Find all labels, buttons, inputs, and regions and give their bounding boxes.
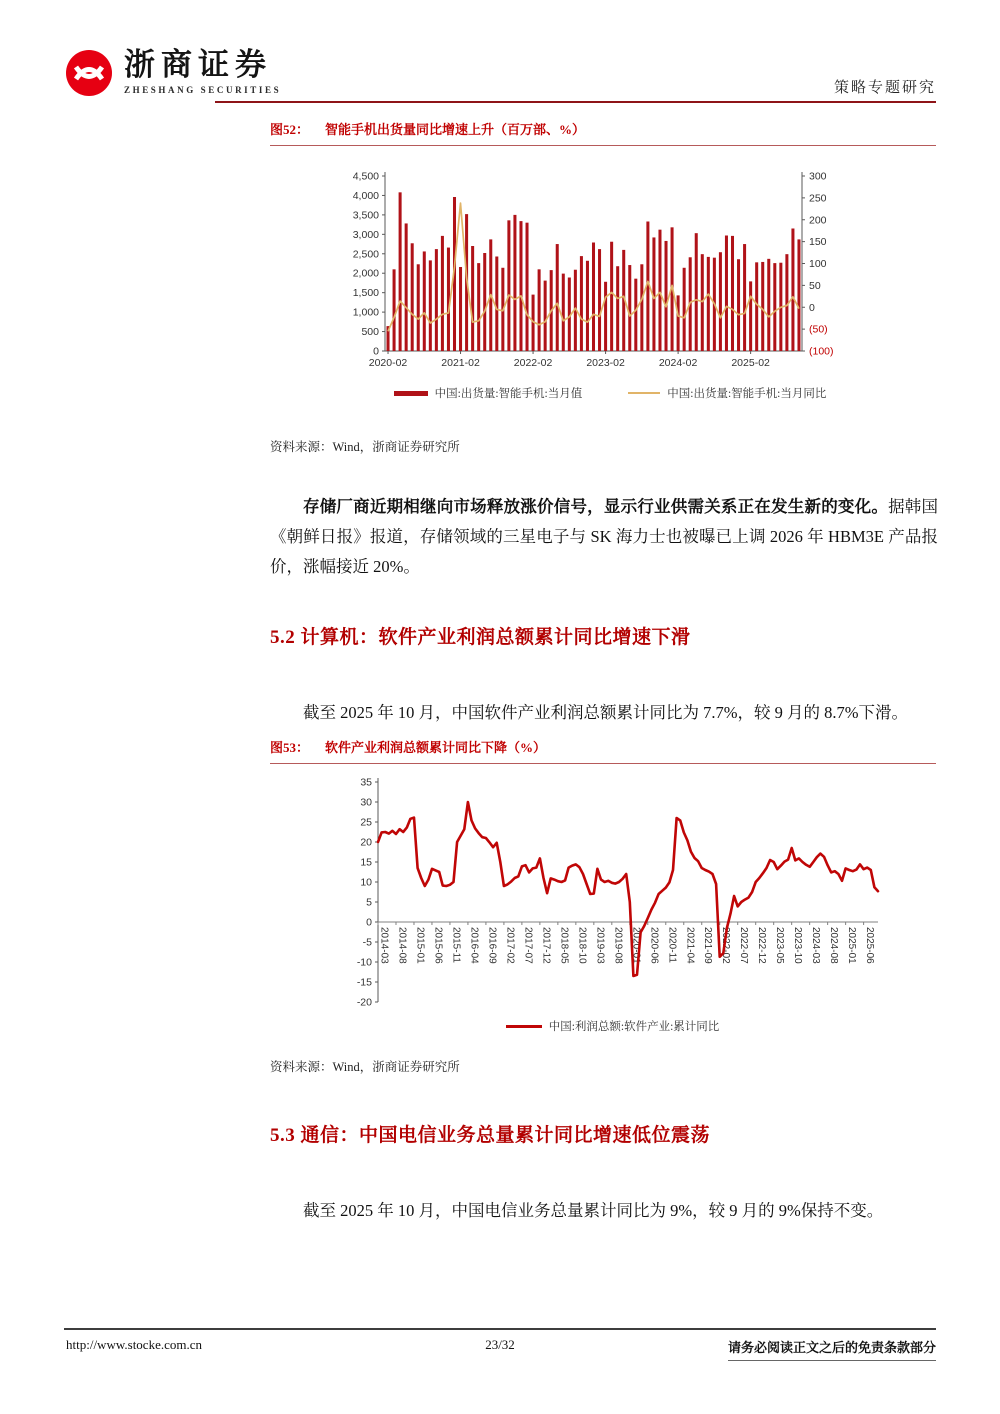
bar bbox=[471, 246, 474, 351]
x-axis-label: 2015-06 bbox=[432, 927, 444, 964]
bar bbox=[429, 260, 432, 351]
x-axis-label: 2019-08 bbox=[612, 927, 624, 964]
x-axis-label: 2015-11 bbox=[450, 927, 462, 963]
x-axis-label: 2018-10 bbox=[576, 927, 588, 964]
bar bbox=[544, 281, 547, 351]
x-axis-label: 2024-02 bbox=[658, 357, 698, 369]
x-axis-label: 2023-02 bbox=[586, 357, 625, 369]
right-axis-label: (100) bbox=[809, 345, 834, 358]
bar bbox=[586, 261, 589, 351]
right-axis-label: (50) bbox=[809, 323, 828, 336]
y-axis-label: 20 bbox=[360, 836, 372, 849]
bar bbox=[737, 259, 740, 351]
figure53-legend bbox=[330, 1018, 895, 1034]
left-axis-label: 0 bbox=[373, 345, 379, 358]
bar bbox=[761, 262, 764, 351]
paragraph-storage-lead: 存储厂商近期相继向市场释放涨价信号，显示行业供需关系正在发生新的变化。 bbox=[303, 497, 889, 516]
legend-label: 中国:出货量:智能手机:当月值 bbox=[434, 388, 583, 400]
x-axis-label: 2025-06 bbox=[864, 927, 876, 964]
left-axis-label: 500 bbox=[361, 326, 379, 339]
figure52-label: 图52： bbox=[270, 122, 310, 137]
figure52-legend bbox=[340, 385, 880, 401]
bar bbox=[767, 259, 770, 351]
bar bbox=[393, 269, 396, 351]
x-axis-label: 2017-07 bbox=[522, 927, 534, 964]
legend-item-profit-yoy bbox=[506, 1018, 720, 1034]
bar bbox=[507, 220, 510, 351]
report-type-label: 策略专题研究 bbox=[833, 80, 936, 96]
right-axis-label: 0 bbox=[809, 301, 815, 314]
right-axis-label: 100 bbox=[809, 258, 827, 270]
figure52-source: 资料来源：Wind，浙商证券研究所 bbox=[270, 440, 460, 454]
y-axis-label: -20 bbox=[356, 996, 372, 1009]
right-axis-label: 200 bbox=[809, 214, 827, 227]
legend-item-shipments bbox=[394, 385, 583, 401]
left-axis-label: 1,500 bbox=[352, 287, 379, 300]
x-axis-label: 2023-05 bbox=[774, 927, 786, 964]
line-series-swatch bbox=[506, 1025, 542, 1028]
bar bbox=[556, 244, 559, 351]
logo-en: ZHESHANG SECURITIES bbox=[124, 85, 282, 95]
x-axis-label: 2025-01 bbox=[846, 927, 858, 964]
zheshang-logo bbox=[64, 48, 281, 98]
y-axis-label: 5 bbox=[366, 896, 372, 909]
bar bbox=[683, 268, 686, 351]
bar bbox=[417, 264, 420, 351]
x-axis-label: 2022-02 bbox=[720, 927, 732, 964]
bar bbox=[791, 229, 794, 352]
bar bbox=[731, 236, 734, 351]
footer-url: http://www.stocke.com.cn bbox=[66, 1337, 202, 1352]
y-axis-label: 10 bbox=[360, 876, 372, 889]
bar bbox=[719, 252, 722, 351]
bar bbox=[580, 256, 583, 351]
paragraph-storage bbox=[270, 492, 938, 582]
bar bbox=[441, 236, 444, 351]
x-axis-label: 2020-01 bbox=[630, 927, 642, 964]
y-axis-label: 15 bbox=[360, 856, 372, 869]
bar bbox=[665, 241, 668, 351]
page-number: 23/32 bbox=[485, 1337, 515, 1352]
x-axis-label: 2021-04 bbox=[684, 927, 696, 964]
legend-item-yoy bbox=[628, 385, 826, 401]
bar bbox=[399, 192, 402, 351]
legend-label: 中国:出货量:智能手机:当月同比 bbox=[667, 388, 827, 400]
y-axis-label: 25 bbox=[360, 816, 372, 829]
left-axis-label: 4,500 bbox=[352, 170, 379, 183]
x-axis-label: 2020-02 bbox=[368, 357, 408, 369]
x-axis-label: 2016-04 bbox=[468, 927, 480, 964]
footer-divider bbox=[64, 1328, 936, 1330]
x-axis-label: 2024-08 bbox=[828, 927, 840, 964]
bar bbox=[477, 263, 480, 351]
section-5-2-heading: 5.2 计算机：软件产业利润总额累计同比增速下滑 bbox=[270, 627, 691, 648]
x-axis-label: 2024-03 bbox=[810, 927, 822, 964]
bar bbox=[459, 267, 462, 351]
bar bbox=[658, 230, 661, 351]
figure52-chart bbox=[340, 158, 880, 408]
bar bbox=[592, 243, 595, 352]
figure52-caption bbox=[270, 119, 936, 146]
x-axis-label: 2020-06 bbox=[648, 927, 660, 964]
bar bbox=[701, 254, 704, 351]
bar bbox=[743, 244, 746, 351]
x-axis-label: 2017-12 bbox=[540, 927, 552, 964]
x-axis-label: 2018-05 bbox=[558, 927, 570, 964]
bar bbox=[495, 257, 498, 352]
right-axis-label: 50 bbox=[809, 279, 821, 292]
bar bbox=[411, 243, 414, 351]
bar bbox=[526, 223, 529, 351]
section-5-3-heading: 5.3 通信：中国电信业务总量累计同比增速低位震荡 bbox=[270, 1125, 711, 1146]
bar bbox=[435, 249, 438, 351]
header-divider bbox=[215, 101, 936, 103]
x-axis-label: 2020-11 bbox=[666, 927, 678, 963]
legend-label: 中国:利润总额:软件产业:累计同比 bbox=[548, 1021, 720, 1033]
bar bbox=[755, 262, 758, 351]
line-series-swatch bbox=[628, 392, 660, 394]
left-axis-label: 1,000 bbox=[352, 306, 379, 319]
y-axis-label: 30 bbox=[360, 796, 372, 809]
bar bbox=[677, 295, 680, 351]
bar bbox=[483, 253, 486, 351]
bar bbox=[616, 266, 619, 351]
bar bbox=[598, 249, 601, 351]
figure53-caption bbox=[270, 737, 936, 764]
x-axis-label: 2014-08 bbox=[396, 927, 408, 964]
x-axis-label: 2023-10 bbox=[792, 927, 804, 964]
figure52-title: 智能手机出货量同比增速上升（百万部、%） bbox=[325, 122, 586, 137]
x-axis-label: 2019-03 bbox=[594, 927, 606, 964]
paragraph-software: 截至 2025 年 10 月，中国软件产业利润总额累计同比为 7.7%，较 9 月的 8.7%下滑。 bbox=[303, 703, 908, 722]
logo-text bbox=[124, 48, 281, 95]
bar bbox=[513, 215, 516, 351]
bar-series-swatch bbox=[394, 391, 428, 396]
x-axis-label: 2017-02 bbox=[504, 927, 516, 964]
right-axis-label: 300 bbox=[809, 170, 827, 183]
x-axis-label: 2022-02 bbox=[513, 357, 553, 369]
right-axis-label: 150 bbox=[809, 236, 827, 249]
figure53-label: 图53： bbox=[270, 740, 310, 755]
x-axis-label: 2016-09 bbox=[486, 927, 498, 964]
x-axis-label: 2014-03 bbox=[378, 927, 390, 964]
bar bbox=[628, 265, 631, 351]
logo-cn: 浙商证券 bbox=[124, 47, 272, 82]
bar bbox=[610, 242, 613, 351]
y-axis-label: 0 bbox=[366, 916, 372, 929]
x-axis-label: 2015-01 bbox=[414, 927, 426, 964]
bar bbox=[634, 279, 637, 351]
y-axis-label: -5 bbox=[362, 936, 372, 949]
bar bbox=[725, 236, 728, 352]
right-axis-label: 250 bbox=[809, 192, 827, 205]
bar bbox=[405, 223, 408, 351]
bar bbox=[640, 264, 643, 351]
y-axis-label: -10 bbox=[356, 956, 372, 969]
left-axis-label: 4,000 bbox=[352, 189, 379, 202]
bar bbox=[562, 274, 565, 351]
y-axis-label: 35 bbox=[360, 776, 372, 789]
figure53-source: 资料来源：Wind，浙商证券研究所 bbox=[270, 1060, 460, 1074]
left-axis-label: 3,500 bbox=[352, 209, 379, 222]
zheshang-logo-icon bbox=[64, 48, 114, 98]
bar bbox=[695, 233, 698, 351]
x-axis-label: 2021-09 bbox=[702, 927, 714, 964]
left-axis-label: 2,500 bbox=[352, 248, 379, 261]
paragraph-storage-rest: 据韩国《朝鲜日报》报道，存储领域的三星电子与 SK 海力士也被曝已上调 2026 年 HBM3E 产品报价，涨幅接近 20%。 bbox=[270, 497, 939, 576]
bar bbox=[604, 282, 607, 351]
x-axis-label: 2022-12 bbox=[756, 927, 768, 964]
x-axis-label: 2025-02 bbox=[731, 357, 770, 369]
figure53-chart bbox=[330, 770, 895, 1020]
figure53-title: 软件产业利润总额累计同比下降（%） bbox=[325, 740, 547, 755]
x-axis-label: 2021-02 bbox=[441, 357, 480, 369]
x-axis-label: 2022-07 bbox=[738, 927, 750, 964]
y-axis-label: -15 bbox=[356, 976, 372, 989]
bar bbox=[797, 239, 800, 351]
footer-disclaimer: 请务必阅读正文之后的免责条款部分 bbox=[728, 1337, 936, 1361]
bar bbox=[773, 263, 776, 351]
left-axis-label: 3,000 bbox=[352, 228, 379, 241]
bar bbox=[707, 257, 710, 351]
paragraph-telecom: 截至 2025 年 10 月，中国电信业务总量累计同比为 9%，较 9 月的 9%保持不变。 bbox=[303, 1201, 884, 1220]
left-axis-label: 2,000 bbox=[352, 267, 379, 280]
bar bbox=[749, 281, 752, 351]
bar bbox=[519, 221, 522, 351]
bar bbox=[538, 269, 541, 351]
bar bbox=[423, 251, 426, 351]
